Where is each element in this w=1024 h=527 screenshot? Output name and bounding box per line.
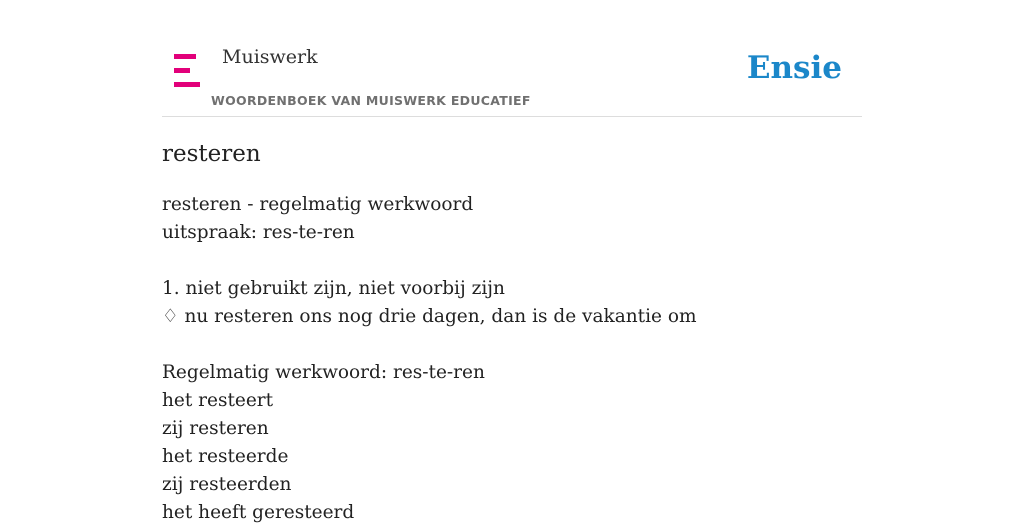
entry-line: Regelmatig werkwoord: res-te-ren: [162, 362, 485, 383]
page-container: [162, 0, 862, 527]
entry-line: het heeft geresteerd: [162, 502, 355, 523]
muiswerk-logo-icon[interactable]: [174, 54, 200, 88]
entry-line: [162, 247, 862, 275]
entry-line: zij resteerden: [162, 474, 292, 495]
entry-line: [162, 331, 862, 359]
entry-line: resteren - regelmatig werkwoord: [162, 194, 474, 215]
entry-headword: resteren: [162, 141, 261, 167]
entry-body: [162, 191, 862, 527]
entry-line: het resteerde: [162, 446, 289, 467]
entry-line: ♢ nu resteren ons nog drie dagen, dan is de vakantie om: [162, 306, 697, 327]
entry-line: uitspraak: res-te-ren: [162, 222, 355, 243]
entry-line: het resteert: [162, 390, 274, 411]
entry-line: zij resteren: [162, 418, 269, 439]
ensie-link[interactable]: Ensie: [746, 50, 842, 86]
entry-line: 1. niet gebruikt zijn, niet voorbij zijn: [162, 278, 505, 299]
brand-name[interactable]: Muiswerk: [222, 46, 318, 68]
site-header: [162, 0, 862, 117]
dictionary-subtitle: WOORDENBOEK VAN MUISWERK EDUCATIEF: [211, 93, 531, 108]
